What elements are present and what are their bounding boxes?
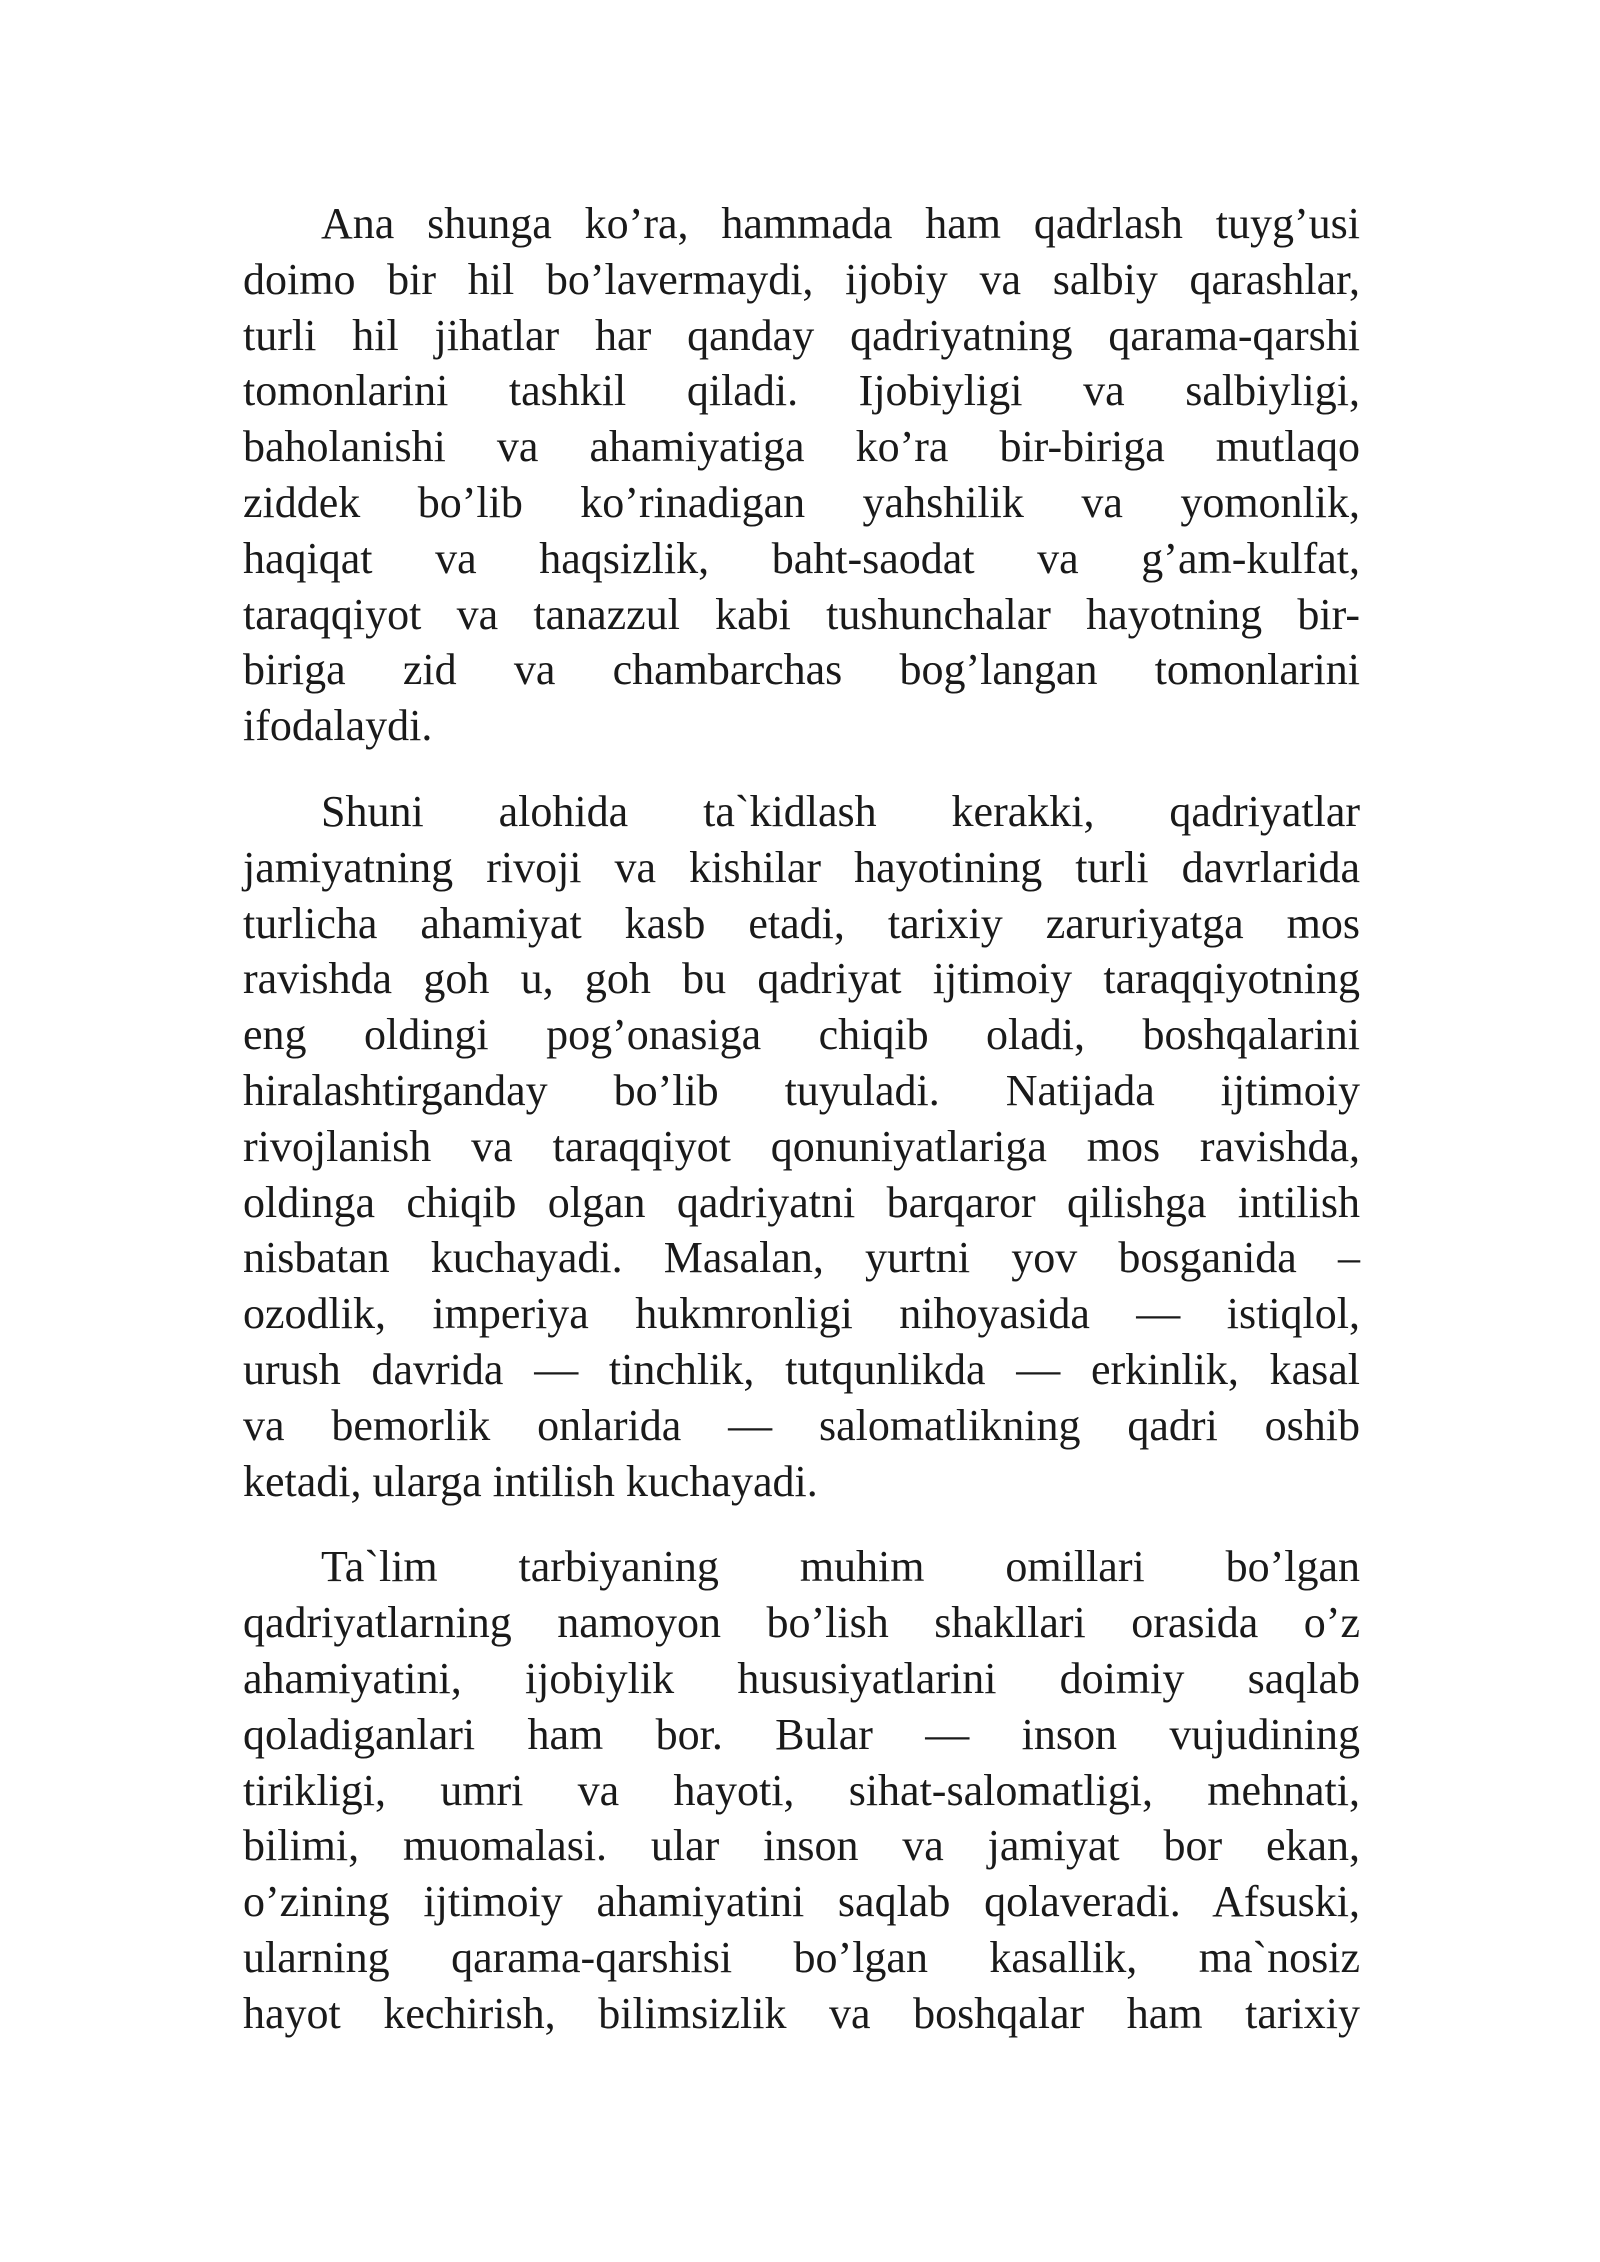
text-line: Ta`lim tarbiyaning muhim omillari bo’lgan: [321, 1542, 1360, 1592]
text-line: hayot kechirish, bilimsizlik va boshqalar ham tarixiy: [243, 1988, 1360, 2038]
text-line: eng oldingi pog’onasiga chiqib oladi, boshqalarini: [243, 1010, 1360, 1060]
text-line: ifodalaydi.: [243, 701, 433, 751]
text-line: qoladiganlari ham bor. Bular — inson vujudining: [243, 1709, 1360, 1759]
text-line: haqiqat va haqsizlik, baht-saodat va g’am-kulfat,: [243, 533, 1360, 583]
text-line: ahamiyatini, ijobiylik hususiyatlarini doimiy saqlab: [243, 1653, 1360, 1703]
text-line: hiralashtirganday bo’lib tuyuladi. Natijada ijtimoiy: [243, 1065, 1360, 1115]
paragraph-3: [243, 1539, 1360, 2041]
text-line: tomonlarini tashkil qiladi. Ijobiyligi va salbiyligi,: [243, 366, 1360, 416]
body-text: [243, 196, 1360, 2072]
text-line: va bemorlik onlarida — salomatlikning qadri oshib: [243, 1400, 1360, 1450]
text-line: jamiyatning rivoji va kishilar hayotining turli davrlarida: [243, 842, 1360, 892]
text-line: Ana shunga ko’ra, hammada ham qadrlash tuyg’usi: [321, 199, 1360, 248]
paragraph-2: [243, 784, 1360, 1509]
text-line: bilimi, muomalasi. ular inson va jamiyat bor ekan,: [243, 1821, 1360, 1871]
paragraph-1: [243, 196, 1360, 754]
text-line: Shuni alohida ta`kidlash kerakki, qadriyatlar: [321, 786, 1360, 836]
text-line: baholanishi va ahamiyatiga ko’ra bir-biriga mutlaqo: [243, 422, 1360, 472]
text-line: urush davrida — tinchlik, tutqunlikda — erkinlik, kasal: [243, 1344, 1360, 1394]
text-line: turli hil jihatlar har qanday qadriyatning qarama-qarshi: [243, 310, 1360, 360]
text-line: ketadi, ularga intilish kuchayadi.: [243, 1456, 818, 1506]
text-line: doimo bir hil bo’lavermaydi, ijobiy va salbiy qarashlar,: [243, 254, 1360, 304]
text-line: o’zining ijtimoiy ahamiyatini saqlab qolaveradi. Afsuski,: [243, 1877, 1360, 1927]
text-line: ziddek bo’lib ko’rinadigan yahshilik va yomonlik,: [243, 477, 1360, 527]
text-line: ularning qarama-qarshisi bo’lgan kasallik, ma`nosiz: [243, 1932, 1360, 1982]
text-line: biriga zid va chambarchas bog’langan tomonlarini: [243, 645, 1360, 695]
text-line: ravishda goh u, goh bu qadriyat ijtimoiy taraqqiyotning: [243, 954, 1360, 1004]
text-line: tirikligi, umri va hayoti, sihat-salomatligi, mehnati,: [243, 1765, 1360, 1815]
text-line: qadriyatlarning namoyon bo’lish shakllari orasida o’z: [243, 1598, 1360, 1648]
text-line: turlicha ahamiyat kasb etadi, tarixiy zaruriyatga mos: [243, 898, 1360, 948]
text-line: ozodlik, imperiya hukmronligi nihoyasida — istiqlol,: [243, 1289, 1360, 1339]
text-line: nisbatan kuchayadi. Masalan, yurtni yov bosganida –: [243, 1233, 1360, 1283]
text-line: oldinga chiqib olgan qadriyatni barqaror qilishga intilish: [243, 1177, 1360, 1227]
text-line: rivojlanish va taraqqiyot qonuniyatlariga mos ravishda,: [243, 1121, 1360, 1171]
text-line: taraqqiyot va tanazzul kabi tushunchalar hayotning bir-: [243, 589, 1360, 639]
